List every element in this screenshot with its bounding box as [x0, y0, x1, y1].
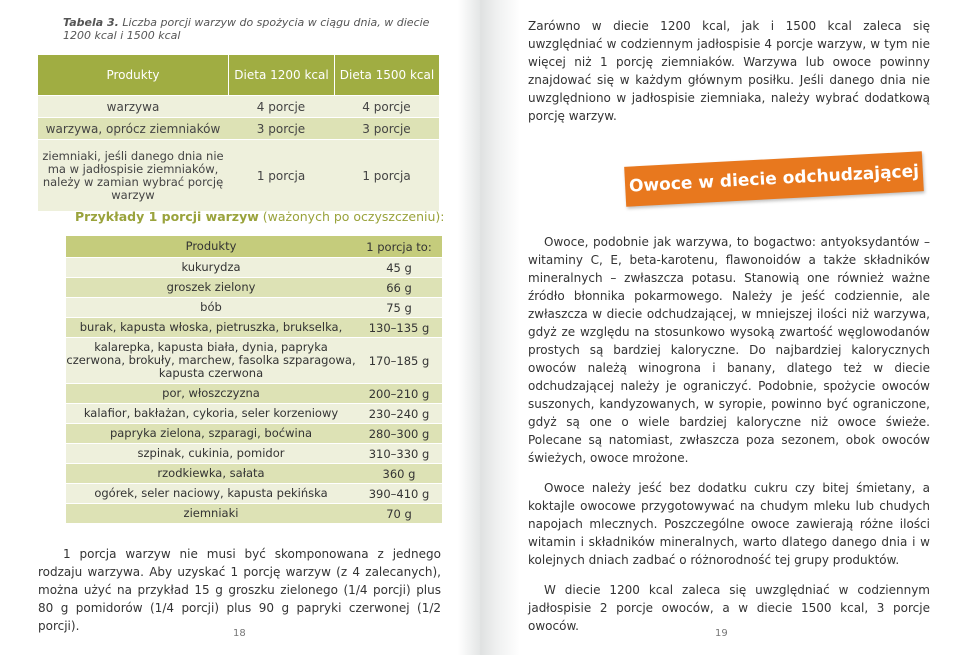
examples-title-bold: Przykłady 1 porcji warzyw [75, 209, 259, 224]
section-banner: Owoce w diecie odchudzającej [624, 151, 924, 207]
table-row [66, 318, 442, 338]
fruit-section-body [528, 233, 930, 647]
table-row [66, 424, 442, 444]
product-cell: groszek zielony [166, 280, 256, 294]
table-caption-text: Liczba porcji warzyw do spożycia w ciągu dnia, w diecie 1200 kcal i 1500 kcal [63, 16, 430, 42]
table-cell: warzywa [106, 99, 160, 114]
table-cell: ziemniaki, jeśli danego dnia nie ma w jadłospisie ziemniaków, należy w zamian wybrać porcję warzyw [42, 148, 224, 202]
product-cell: ziemniaki [183, 506, 239, 520]
paragraph: W diecie 1200 kcal zaleca się uwzględniać w codziennym jadłospisie 2 porcje owoców, a w diecie 1500 kcal, 3 porcje owoców. [528, 583, 930, 633]
portion-cell: 200–210 g [368, 386, 430, 401]
portion-note-text: 1 porcja warzyw nie musi być skomponowana z jednego rodzaju warzywa. Aby uzyskać 1 porcję warzyw (z 4 zalecanych), można użyć na przykład 15 g groszku zielonego (1/4 porcji) plus 80 g pomidorów (1/4 porcji) plus 90 g papryki czerwonej (1/2 porcji). [38, 547, 441, 633]
portion-cell: 66 g [386, 280, 412, 295]
product-cell: papryka zielona, szparagi, boćwina [109, 426, 313, 440]
table-row [66, 298, 442, 318]
header-products: Produkty [38, 55, 228, 95]
table-row [66, 504, 442, 524]
header-diet-1200: Dieta 1200 kcal [228, 55, 334, 95]
table-row [38, 139, 439, 211]
table-cell: 4 porcje [362, 99, 411, 114]
header-products: Produkty [185, 239, 237, 253]
product-cell: kalafior, bakłażan, cykoria, seler korzeniowy [83, 406, 339, 420]
table-row [66, 258, 442, 278]
table-cell: 1 porcja [362, 168, 411, 183]
table-row [66, 278, 442, 298]
portion-cell: 75 g [386, 300, 412, 315]
intro-paragraph [528, 17, 930, 125]
table-row [66, 484, 442, 504]
paragraph: Owoce, podobnie jak warzywa, to bogactwo: antyoksydantów – witaminy C, E, beta-karotenu, flawonoidów a także składników mineralnych – zwłaszcza potasu. Stanowią one również ważne źródło błonnika pokarmowego. Należy je jeść codziennie, ale zwłaszcza w diecie odchudzającej, w mniejszej ilości niż warzywa, gdyż ze względu na stosunkowo wysoką zwartość węglowodanów prostych są bardziej kaloryczne. Do najbardziej kalorycznych owoców należą winogrona i banany, dlatego też w diecie odchudzającej należy je ograniczyć. Podobnie, spożycie owoców suszonych, kandyzowanych, w syropie, powinno być ograniczone, gdyż są one o wiele bardziej kaloryczne niż owoce świeże. Polecane są natomiast, zwłaszcza poza sezonem, obok owoców świeżych, owoce mrożone. [528, 235, 930, 465]
table-row [66, 338, 442, 384]
portion-cell: 360 g [382, 466, 416, 481]
portion-cell: 230–240 g [368, 406, 430, 421]
product-cell: kukurydza [181, 260, 241, 274]
product-cell: ogórek, seler naciowy, kapusta pekińska [94, 486, 328, 500]
paragraph: Owoce należy jeść bez dodatku cukru czy bitej śmietany, a koktajle owocowe przygotowywać na chudym mleku lub chudych napojach mlecznych. Poszczególne owoce zawierają różne ilości witamin i składników mineralnych, warto dlatego danego dnia i w kolejnych dniach zadbać o różnorodność tej grupy produktów. [528, 481, 930, 567]
portion-cell: 45 g [386, 260, 412, 275]
table-cell: warzywa, oprócz ziemniaków [45, 121, 221, 136]
table-caption [63, 16, 443, 42]
table-row [66, 404, 442, 424]
vegetable-portions-table [38, 55, 439, 211]
page-number-left: 18 [233, 628, 246, 639]
portion-cell: 280–300 g [368, 426, 430, 441]
product-cell: rzodkiewka, sałata [157, 466, 265, 480]
table-row [38, 95, 439, 117]
page-number-right: 19 [715, 628, 728, 639]
table-cell: 4 porcje [256, 99, 306, 114]
product-cell: burak, kapusta włoska, pietruszka, brukselka, [79, 320, 343, 334]
portion-cell: 170–185 g [368, 353, 430, 368]
portion-cell: 390–410 g [368, 486, 430, 501]
table-caption-label: Tabela 3. [63, 16, 119, 29]
examples-title-rest: (ważonych po oczyszczeniu): [262, 209, 445, 224]
portion-cell: 130–135 g [368, 320, 430, 335]
table-cell: 3 porcje [256, 121, 306, 136]
header-portion: 1 porcja to: [366, 239, 432, 254]
portion-cell: 70 g [386, 506, 412, 521]
table-header-row [38, 55, 439, 95]
product-cell: kalarepka, kapusta biała, dynia, papryka czerwona, brokuły, marchew, fasolka szparagowa, kapusta czerwona [66, 340, 356, 380]
examples-title [75, 209, 444, 224]
table-cell: 1 porcja [256, 168, 306, 183]
portion-note [38, 545, 441, 635]
product-cell: bób [200, 300, 222, 314]
portion-table-header [66, 236, 442, 258]
table-row [66, 384, 442, 404]
table-row [66, 444, 442, 464]
table-row [38, 117, 439, 139]
product-cell: szpinak, cukinia, pomidor [137, 446, 285, 460]
intro-text: Zarówno w diecie 1200 kcal, jak i 1500 kcal zaleca się uwzględniać w codziennym jadłospisie 4 porcje warzyw, w tym nie więcej niż 1 porcję ziemniaków. Warzywa lub owoce powinny znajdować się w każdym głównym posiłku. Jeśli danego dnia nie uwzględniono w jadłospisie ziemniaka, należy wybrać dodatkową porcję warzyw. [528, 19, 930, 123]
portion-cell: 310–330 g [368, 446, 430, 461]
table-cell: 3 porcje [362, 121, 411, 136]
product-cell: por, włoszczyzna [162, 386, 260, 400]
table-row [66, 464, 442, 484]
portion-examples-table [66, 236, 442, 524]
header-diet-1500: Dieta 1500 kcal [334, 55, 439, 95]
